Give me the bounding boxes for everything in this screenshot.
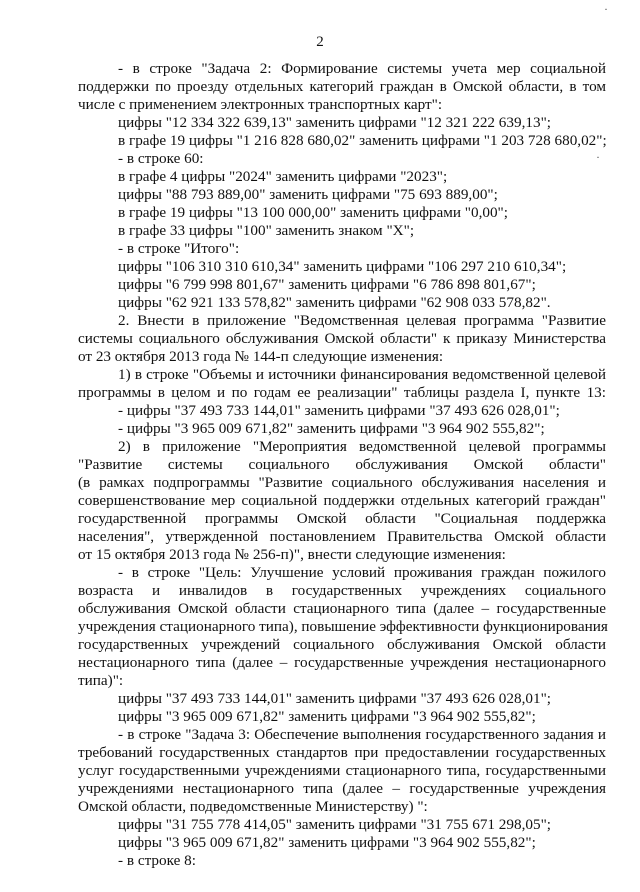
text-line: от 15 октября 2013 года № 256-п)", внести следующие изменения: <box>78 546 506 563</box>
text-line: типа)": <box>78 672 124 689</box>
text-line: нестационарного типа (далее – государственные учреждения нестационарного <box>78 654 606 671</box>
text-line: - в строке "Цель: Улучшение условий проживания граждан пожилого <box>118 564 606 581</box>
text-line: цифры "31 755 778 414,05" заменить цифрами "31 755 671 298,05"; <box>118 816 551 833</box>
text-line: требований государственных стандартов при предоставлении государственных <box>78 744 606 761</box>
text-line: 2. Внести в приложение "Ведомственная целевая программа "Развитие <box>118 312 606 329</box>
text-line: в графе 19 цифры "13 100 000,00" заменить цифрами "0,00"; <box>118 204 508 221</box>
text-line: 1) в строке "Объемы и источники финансирования ведомственной целевой <box>118 366 606 383</box>
text-line: цифры "106 310 310 610,34" заменить цифрами "106 297 210 610,34"; <box>118 258 567 275</box>
text-line: цифры "88 793 889,00" заменить цифрами "75 693 889,00"; <box>118 186 498 203</box>
text-line: - в строке 8: <box>118 852 196 869</box>
text-line: цифры "37 493 733 144,01" заменить цифрами "37 493 626 028,01"; <box>118 690 551 707</box>
text-line: - в строке "Задача 2: Формирование системы учета мер социальной <box>118 60 606 77</box>
scan-mark: · <box>596 150 600 164</box>
text-line: цифры "3 965 009 671,82" заменить цифрами "3 964 902 555,82"; <box>118 708 536 725</box>
page-number: 2 <box>316 34 324 50</box>
text-line: услуг государственными учреждениями стационарного типа, государственными <box>78 762 606 779</box>
text-line: системы социального обслуживания Омской области" к приказу Министерства <box>78 330 606 347</box>
scan-mark: · <box>604 2 608 16</box>
text-line: совершенствование мер социальной поддержки отдельных категорий граждан" <box>78 492 606 509</box>
text-line: - в строке 60: <box>118 150 204 167</box>
text-line: - цифры "3 965 009 671,82" заменить цифрами "3 964 902 555,82"; <box>118 420 545 437</box>
text-line: (в рамках подпрограммы "Развитие социального обслуживания населения и <box>78 474 606 491</box>
text-line: учреждениями нестационарного типа (далее – государственные учреждения <box>78 780 606 797</box>
text-line: - в строке "Задача 3: Обеспечение выполнения государственного задания и <box>118 726 606 743</box>
text-line: государственной программы Омской области "Социальная поддержка <box>78 510 606 527</box>
text-line: населения", утвержденной постановлением Правительства Омской области <box>78 528 606 545</box>
text-line: возраста и инвалидов в государственных учреждениях социального <box>78 582 606 599</box>
text-line: в графе 19 цифры "1 216 828 680,02" заменить цифрами "1 203 728 680,02"; <box>118 132 607 149</box>
text-line: от 23 октября 2013 года № 144-п следующие изменения: <box>78 348 444 365</box>
text-line: учреждения стационарного типа), повышение эффективности функционирования <box>78 618 608 635</box>
text-line: числе с применением электронных транспортных карт": <box>78 96 443 113</box>
text-line: поддержки по проезду отдельных категорий граждан в Омской области, в том <box>78 78 606 95</box>
text-line: "Развитие системы социального обслуживания Омской области" <box>78 456 606 473</box>
text-line: - в строке "Итого": <box>118 240 240 257</box>
text-line: государственных учреждений социального обслуживания Омской области <box>78 636 606 653</box>
text-line: программы в целом и по годам ее реализации" таблицы раздела I, пункте 13: <box>78 384 606 401</box>
text-line: Омской области, подведомственные Министерству) ": <box>78 798 428 815</box>
text-line: обслуживания Омской области стационарного типа (далее – государственные <box>78 600 606 617</box>
text-line: в графе 33 цифры "100" заменить знаком "X"; <box>118 222 415 239</box>
text-line: 2) в приложение "Мероприятия ведомственной целевой программы <box>118 438 606 455</box>
text-line: в графе 4 цифры "2024" заменить цифрами "2023"; <box>118 168 448 185</box>
text-line: цифры "62 921 133 578,82" заменить цифрами "62 908 033 578,82". <box>118 294 551 311</box>
text-line: цифры "12 334 322 639,13" заменить цифрами "12 321 222 639,13"; <box>118 114 551 131</box>
text-line: цифры "3 965 009 671,82" заменить цифрами "3 964 902 555,82"; <box>118 834 536 851</box>
text-line: цифры "6 799 998 801,67" заменить цифрами "6 786 898 801,67"; <box>118 276 536 293</box>
text-line: - цифры "37 493 733 144,01" заменить цифрами "37 493 626 028,01"; <box>118 402 560 419</box>
